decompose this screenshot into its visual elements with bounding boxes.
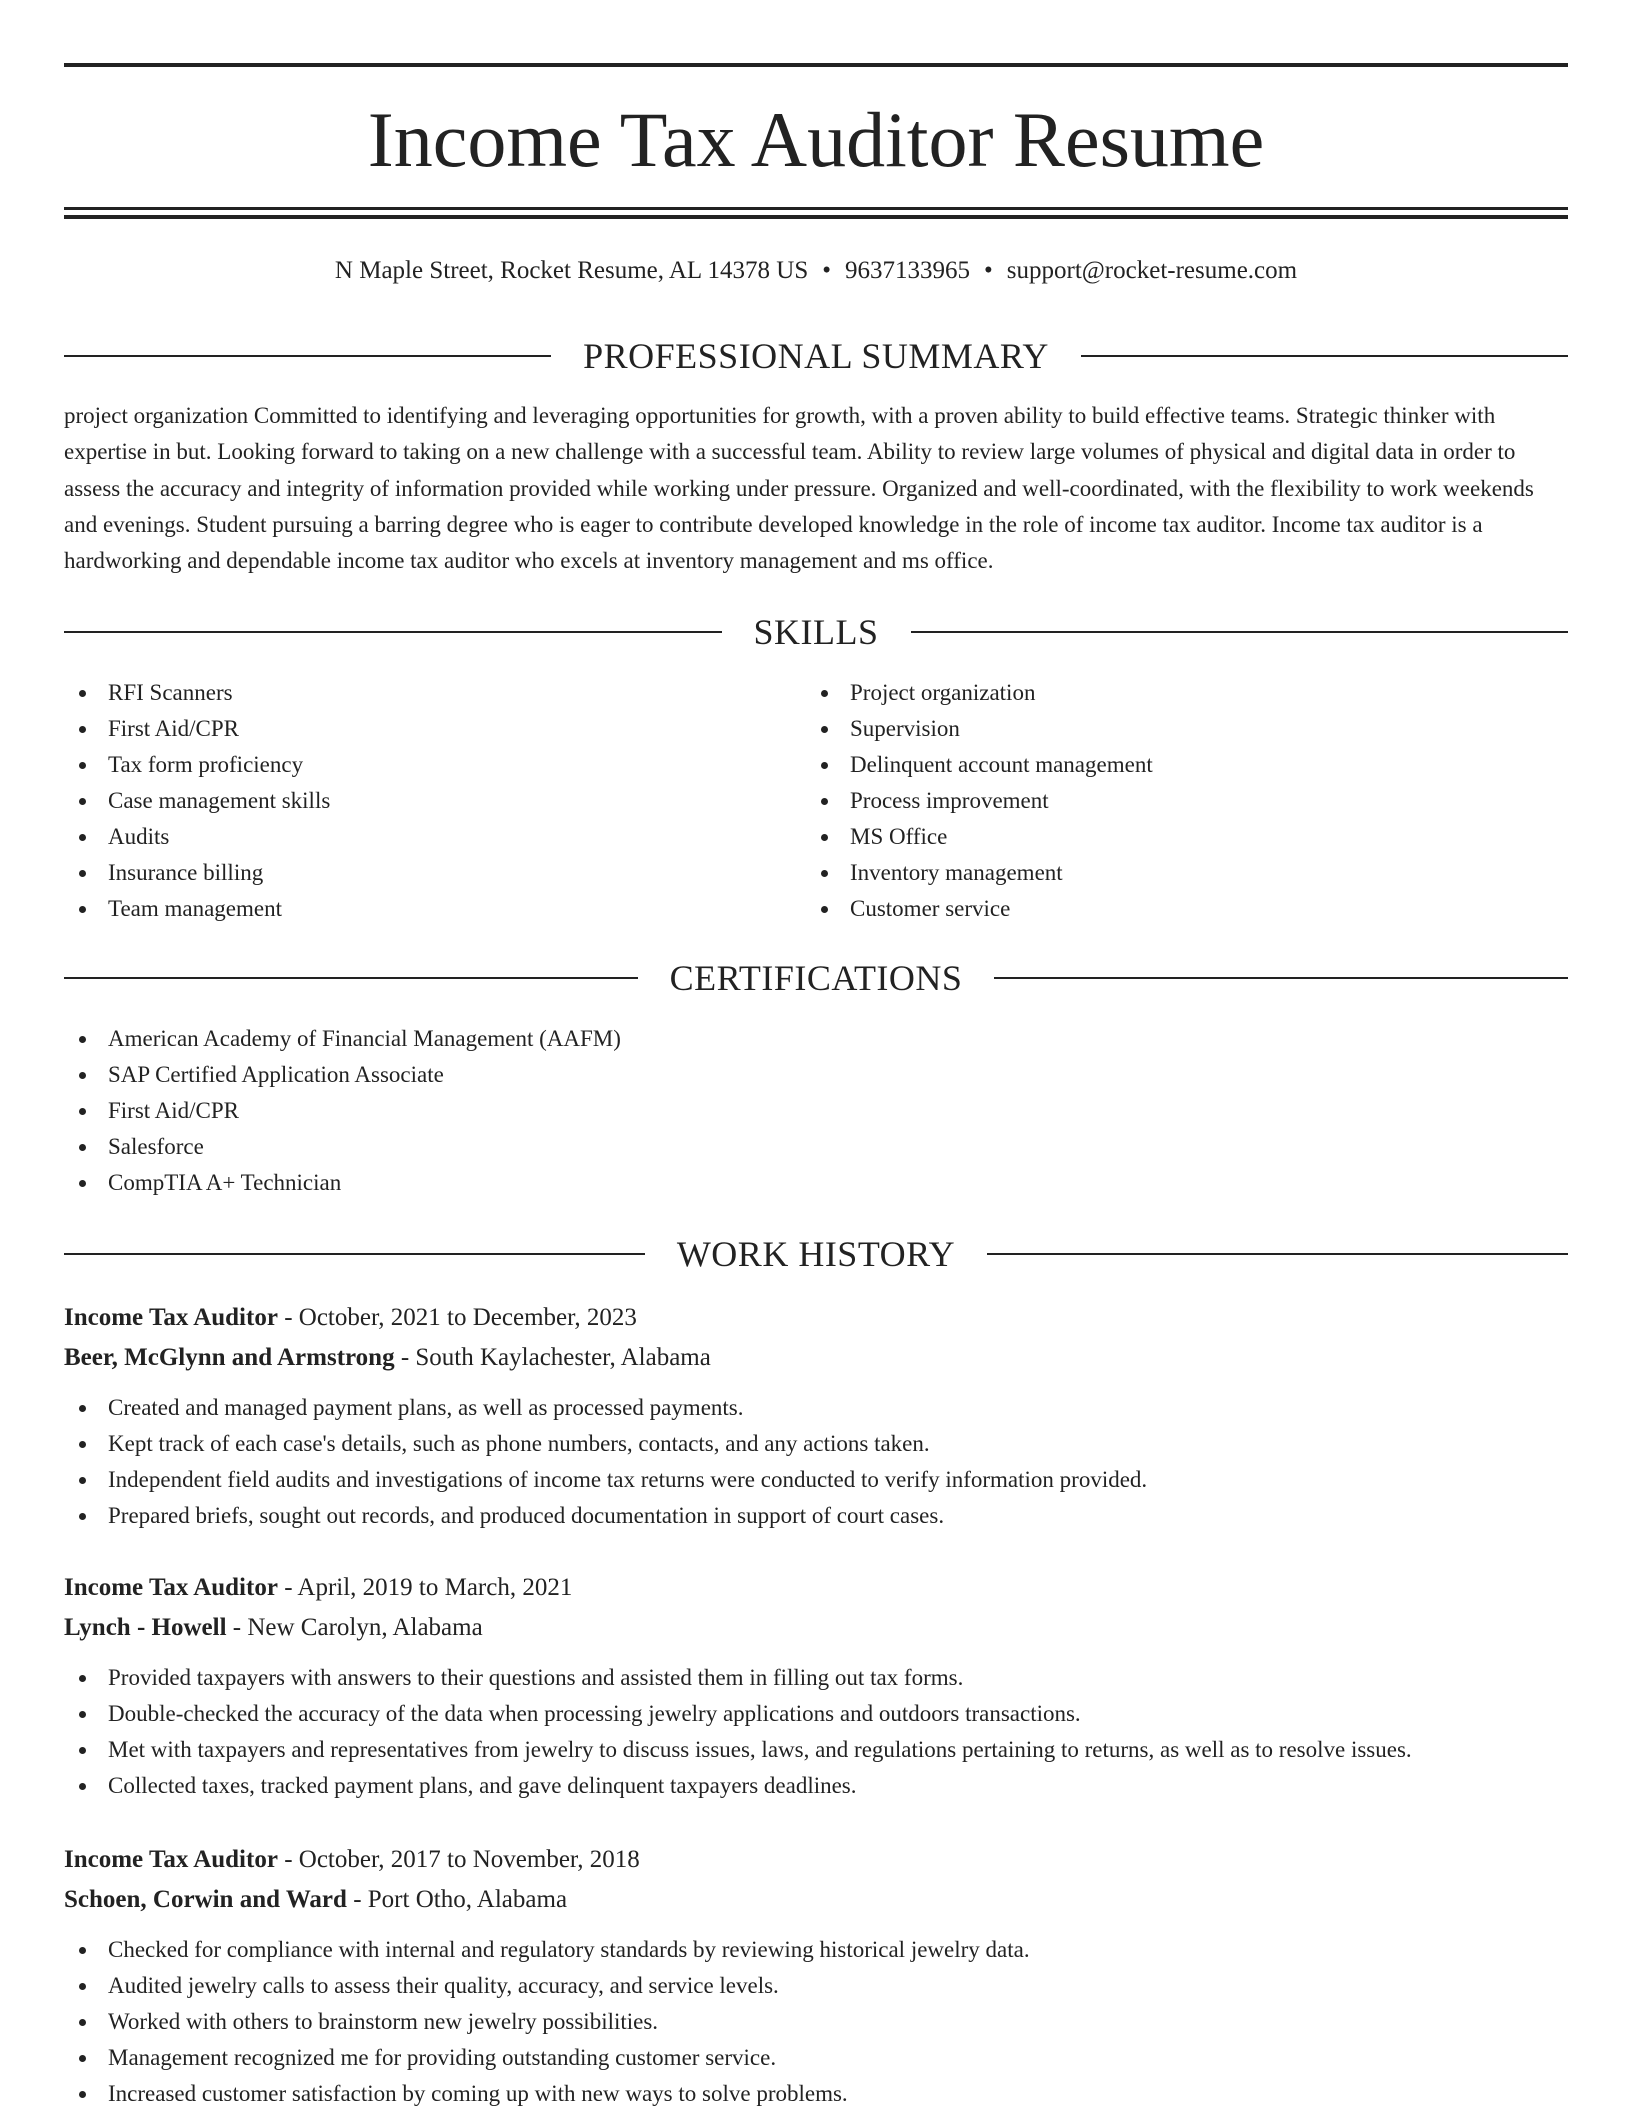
job-title-line: [64, 1840, 1568, 1880]
section-title: SKILLS: [753, 612, 879, 652]
job-bullet-text: Prepared briefs, sought out records, and produced documentation in support of court cases.: [108, 1503, 945, 1528]
heading-rule-right: [1081, 355, 1568, 357]
section-title: CERTIFICATIONS: [669, 958, 963, 998]
job-dash: -: [394, 1344, 416, 1371]
job-dates: October, 2017 to November, 2018: [298, 1846, 640, 1873]
summary-text: project organization Committed to identifying and leveraging opportunities for growth, with a proven ability to build effective teams. Strategic thinker with expertise in but. Looking forward to taking on a new challenge with a successful team. Ability to review large volumes of physical and digital data in order to assess the accuracy and integrity of information provided while working under pressure. Organized and well-coordinated, with the flexibility to work weekends and evenings. Student pursuing a barring degree who is eager to contribute developed knowledge in the role of income tax auditor. Income tax auditor is a hardworking and dependable income tax auditor who excels at inventory management and ms office.: [64, 403, 1534, 574]
job-bullet: [64, 2040, 1568, 2076]
header-top-rule: [64, 63, 1568, 67]
bullet-dot: [79, 1180, 86, 1187]
job-bullet: [64, 1696, 1568, 1732]
job-bullets: [64, 1660, 1568, 1804]
job-bullet: [64, 1426, 1568, 1462]
skill-item: [806, 783, 1546, 819]
contact-phone: 9637133965: [845, 257, 971, 284]
job-company-line: [64, 1608, 1568, 1648]
skill-item: [806, 675, 1546, 711]
skill-item: [806, 711, 1546, 747]
job-bullet: [64, 1660, 1568, 1696]
bullet-dot: [79, 906, 86, 913]
job-company-line: [64, 1338, 1568, 1378]
job-bullet: [64, 2004, 1568, 2040]
job-bullet: [64, 1932, 1568, 1968]
bullet-dot: [79, 1108, 86, 1115]
job-bullet-text: Management recognized me for providing outstanding customer service.: [108, 2045, 777, 2070]
section-heading-skills: [64, 610, 1568, 654]
skill-item: [64, 855, 804, 891]
job-bullet: [64, 1968, 1568, 2004]
heading-rule-right: [994, 977, 1568, 979]
bullet-dot: [79, 1144, 86, 1151]
job-bullet: [64, 1390, 1568, 1426]
job-entry: [64, 1840, 1568, 2112]
job-entry: [64, 1568, 1568, 1804]
bullet-dot: [79, 870, 86, 877]
bullet-dot: [821, 690, 828, 697]
bullet-dot: [821, 762, 828, 769]
heading-rule-left: [64, 977, 638, 979]
job-bullet: [64, 1498, 1568, 1534]
job-title-line: [64, 1568, 1568, 1608]
job-bullet: [64, 2076, 1568, 2112]
job-bullet-text: Audited jewelry calls to assess their quality, accuracy, and service levels.: [108, 1973, 779, 1998]
bullet-dot: [79, 1947, 86, 1954]
job-title-line: [64, 1298, 1568, 1338]
skill-item-text: Insurance billing: [108, 860, 264, 885]
job-bullet-text: Created and managed payment plans, as well as processed payments.: [108, 1395, 744, 1420]
bullet-dot: [79, 1036, 86, 1043]
skill-item-text: Inventory management: [850, 860, 1063, 885]
job-bullet: [64, 1768, 1568, 1804]
bullet-dot: [79, 726, 86, 733]
job-bullet-text: Provided taxpayers with answers to their questions and assisted them in filling out tax forms.: [108, 1665, 964, 1690]
section-title: PROFESSIONAL SUMMARY: [583, 336, 1049, 376]
job-location: South Kaylachester, Alabama: [415, 1344, 711, 1371]
job-bullet-text: Met with taxpayers and representatives from jewelry to discuss issues, laws, and regulations pertaining to returns, as well as to resolve issues.: [108, 1737, 1412, 1762]
job-company: Lynch - Howell: [64, 1614, 227, 1641]
bullet-dot: [821, 726, 828, 733]
bullet-dot: [821, 798, 828, 805]
job-title: Income Tax Auditor: [64, 1846, 278, 1873]
bullet-dot: [79, 690, 86, 697]
section-heading-summary: [64, 334, 1568, 378]
skill-item: [64, 891, 804, 927]
heading-rule-right: [987, 1253, 1568, 1255]
skill-item: [64, 675, 804, 711]
job-bullets: [64, 1390, 1568, 1534]
certification-item: [64, 1129, 1568, 1165]
bullet-dot: [79, 1477, 86, 1484]
skill-item: [64, 783, 804, 819]
section-heading-certifications: [64, 956, 1568, 1000]
bullet-dot: [79, 2019, 86, 2026]
section-title: WORK HISTORY: [676, 1234, 956, 1274]
skill-item-text: Audits: [108, 824, 170, 849]
job-title: Income Tax Auditor: [64, 1574, 278, 1601]
contact-separator: •: [984, 257, 993, 284]
skill-item-text: Project organization: [850, 680, 1036, 705]
bullet-dot: [79, 762, 86, 769]
job-bullets: [64, 1932, 1568, 2112]
job-company: Schoen, Corwin and Ward: [64, 1886, 347, 1913]
bullet-dot: [79, 2055, 86, 2062]
bullet-dot: [79, 1711, 86, 1718]
bullet-dot: [79, 1783, 86, 1790]
bullet-dot: [821, 870, 828, 877]
job-title: Income Tax Auditor: [64, 1304, 278, 1331]
bullet-dot: [79, 1072, 86, 1079]
heading-rule-left: [64, 631, 722, 633]
heading-rule-right: [911, 631, 1569, 633]
job-company: Beer, McGlynn and Armstrong: [64, 1344, 395, 1371]
bullet-dot: [79, 1675, 86, 1682]
job-location: Port Otho, Alabama: [367, 1886, 568, 1913]
job-bullet-text: Independent field audits and investigations of income tax returns were conducted to verify information provided.: [108, 1467, 1148, 1492]
heading-rule-left: [64, 1253, 645, 1255]
job-bullet-text: Increased customer satisfaction by coming up with new ways to solve problems.: [108, 2081, 848, 2106]
bullet-dot: [79, 798, 86, 805]
skill-item: [806, 891, 1546, 927]
skill-item: [806, 855, 1546, 891]
section-heading-work-history: [64, 1232, 1568, 1276]
certification-item: [64, 1165, 1568, 1201]
skills-list-right: [806, 675, 1546, 927]
certification-item-text: Salesforce: [108, 1134, 204, 1159]
job-dates: April, 2019 to March, 2021: [297, 1574, 573, 1601]
bullet-dot: [821, 906, 828, 913]
contact-email: support@rocket-resume.com: [1006, 257, 1298, 284]
certification-item-text: American Academy of Financial Management (AAFM): [108, 1026, 621, 1051]
heading-rule-left: [64, 355, 551, 357]
bullet-dot: [79, 1747, 86, 1754]
skill-item: [64, 711, 804, 747]
job-bullet-text: Kept track of each case's details, such as phone numbers, contacts, and any actions taken.: [108, 1431, 930, 1456]
skill-item: [64, 819, 804, 855]
job-dates: October, 2021 to December, 2023: [298, 1304, 637, 1331]
certification-item-text: CompTIA A+ Technician: [108, 1170, 342, 1195]
skill-item-text: Team management: [108, 896, 283, 921]
certification-item-text: First Aid/CPR: [108, 1098, 240, 1123]
job-dash: -: [277, 1574, 298, 1601]
job-dash: -: [346, 1886, 368, 1913]
bullet-dot: [79, 1983, 86, 1990]
skill-item-text: RFI Scanners: [108, 680, 233, 705]
job-company-line: [64, 1880, 1568, 1920]
job-bullet-text: Worked with others to brainstorm new jewelry possibilities.: [108, 2009, 659, 2034]
job-dash: -: [277, 1846, 299, 1873]
skill-item-text: Supervision: [850, 716, 960, 741]
job-bullet: [64, 1732, 1568, 1768]
skill-item-text: Case management skills: [108, 788, 331, 813]
job-bullet-text: Collected taxes, tracked payment plans, and gave delinquent taxpayers deadlines.: [108, 1773, 857, 1798]
job-bullet-text: Checked for compliance with internal and regulatory standards by reviewing historical jewelry data.: [108, 1937, 1030, 1962]
header-double-rule-lower: [64, 215, 1568, 219]
job-dash: -: [226, 1614, 248, 1641]
contact-line: [64, 255, 1568, 287]
skill-item: [806, 819, 1546, 855]
skill-item-text: Process improvement: [850, 788, 1049, 813]
certification-item: [64, 1057, 1568, 1093]
skill-item: [806, 747, 1546, 783]
skill-item-text: Customer service: [850, 896, 1011, 921]
bullet-dot: [79, 834, 86, 841]
job-bullet: [64, 1462, 1568, 1498]
certification-item: [64, 1093, 1568, 1129]
header-double-rule-upper: [64, 207, 1568, 210]
job-bullet-text: Double-checked the accuracy of the data when processing jewelry applications and outdoors transactions.: [108, 1701, 1081, 1726]
resume-title: Income Tax Auditor Resume: [367, 96, 1265, 183]
certification-item: [64, 1021, 1568, 1057]
bullet-dot: [79, 1405, 86, 1412]
certifications-list: [64, 1021, 1568, 1201]
job-entry: [64, 1298, 1568, 1534]
skills-list-left: [64, 675, 804, 927]
bullet-dot: [79, 1441, 86, 1448]
certification-item-text: SAP Certified Application Associate: [108, 1062, 444, 1087]
skill-item-text: Delinquent account management: [850, 752, 1153, 777]
contact-separator: •: [822, 257, 832, 284]
job-location: New Carolyn, Alabama: [247, 1614, 483, 1641]
skill-item-text: First Aid/CPR: [108, 716, 240, 741]
skill-item: [64, 747, 804, 783]
bullet-dot: [821, 834, 828, 841]
bullet-dot: [79, 1513, 86, 1520]
job-dash: -: [277, 1304, 299, 1331]
skill-item-text: Tax form proficiency: [108, 752, 304, 777]
skill-item-text: MS Office: [850, 824, 948, 849]
bullet-dot: [79, 2091, 86, 2098]
contact-address: N Maple Street, Rocket Resume, AL 14378 US: [334, 257, 809, 284]
